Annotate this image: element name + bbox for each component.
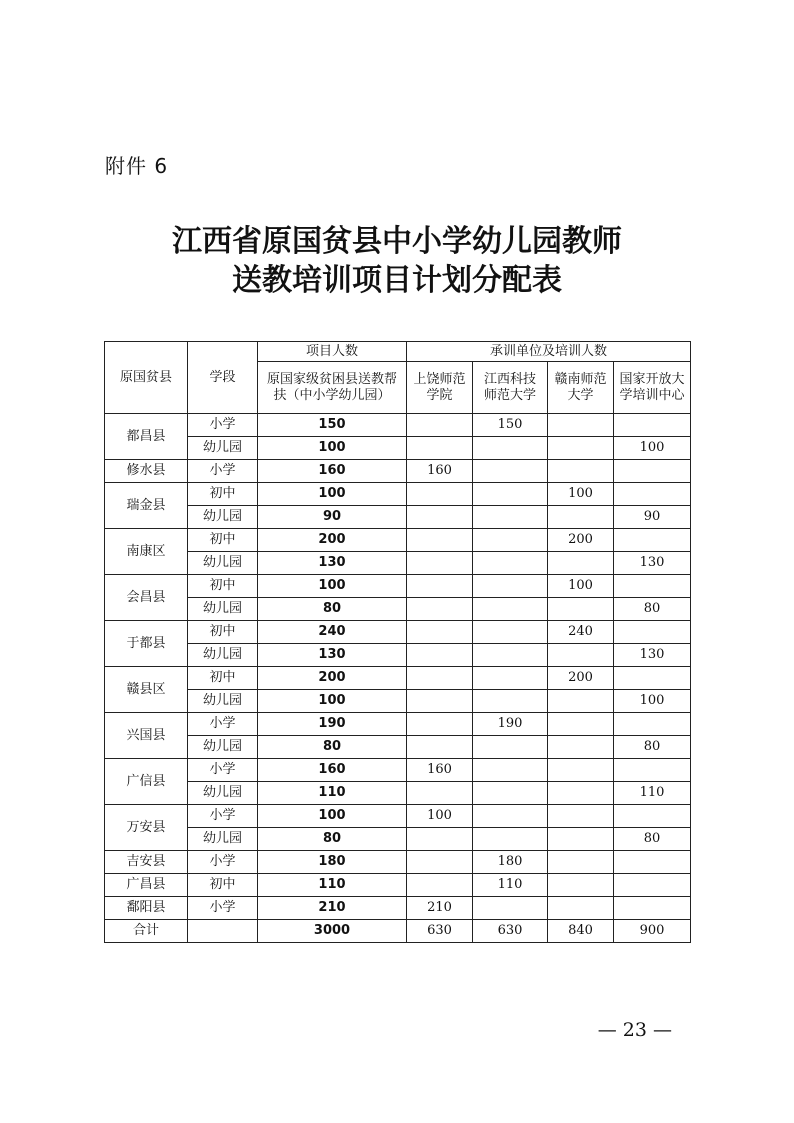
unit-3-cell <box>548 644 614 667</box>
document-title-line-1: 江西省原国贫县中小学幼儿园教师 <box>172 224 622 259</box>
project-total-cell: 100 <box>258 483 407 506</box>
project-total-cell: 80 <box>258 598 407 621</box>
grand-total-cell: 3000 <box>258 920 407 943</box>
table-row <box>105 736 691 759</box>
project-total-cell: 190 <box>258 713 407 736</box>
unit-1-total-cell: 630 <box>407 920 473 943</box>
stage-cell: 小学 <box>188 713 258 736</box>
unit-4-cell <box>614 460 691 483</box>
unit-1-cell <box>407 851 473 874</box>
stage-cell: 初中 <box>188 483 258 506</box>
project-total-cell: 90 <box>258 506 407 529</box>
unit-2-cell <box>473 736 548 759</box>
stage-cell: 小学 <box>188 851 258 874</box>
stage-cell: 小学 <box>188 805 258 828</box>
stage-cell: 小学 <box>188 460 258 483</box>
unit-3-cell <box>548 506 614 529</box>
unit-2-cell <box>473 621 548 644</box>
unit-1-cell <box>407 575 473 598</box>
unit-3-cell <box>548 690 614 713</box>
header-county: 原国贫县 <box>105 342 188 414</box>
table-row <box>105 575 691 598</box>
unit-4-cell: 80 <box>614 828 691 851</box>
unit-4-cell <box>614 713 691 736</box>
project-total-cell: 100 <box>258 805 407 828</box>
unit-4-cell: 130 <box>614 552 691 575</box>
unit-1-cell <box>407 621 473 644</box>
unit-3-cell <box>548 897 614 920</box>
unit-3-cell: 200 <box>548 529 614 552</box>
county-cell: 于都县 <box>105 621 188 667</box>
unit-1-cell <box>407 506 473 529</box>
unit-4-cell <box>614 575 691 598</box>
stage-cell: 初中 <box>188 575 258 598</box>
unit-2-cell <box>473 460 548 483</box>
table-row <box>105 897 691 920</box>
project-total-cell: 200 <box>258 529 407 552</box>
unit-4-cell <box>614 805 691 828</box>
stage-cell: 幼儿园 <box>188 437 258 460</box>
table-row <box>105 851 691 874</box>
unit-2-cell: 180 <box>473 851 548 874</box>
unit-3-cell <box>548 874 614 897</box>
table-row <box>105 437 691 460</box>
table-body <box>105 414 691 943</box>
unit-2-cell <box>473 575 548 598</box>
unit-1-cell <box>407 736 473 759</box>
unit-1-cell <box>407 552 473 575</box>
unit-2-cell <box>473 782 548 805</box>
attachment-label: 附件 6 <box>105 154 169 178</box>
unit-4-total-cell: 900 <box>614 920 691 943</box>
project-total-cell: 110 <box>258 782 407 805</box>
unit-4-cell: 90 <box>614 506 691 529</box>
unit-3-cell: 200 <box>548 667 614 690</box>
project-total-cell: 130 <box>258 552 407 575</box>
table-row <box>105 782 691 805</box>
total-label-cell: 合计 <box>105 920 188 943</box>
unit-4-cell: 130 <box>614 644 691 667</box>
project-total-cell: 210 <box>258 897 407 920</box>
table-row <box>105 644 691 667</box>
unit-3-cell <box>548 437 614 460</box>
header-unit-3: 赣南师范大学 <box>548 362 614 414</box>
project-total-cell: 110 <box>258 874 407 897</box>
unit-2-cell: 190 <box>473 713 548 736</box>
table-row <box>105 828 691 851</box>
unit-2-cell <box>473 483 548 506</box>
stage-cell: 初中 <box>188 874 258 897</box>
unit-3-cell: 240 <box>548 621 614 644</box>
stage-cell: 幼儿园 <box>188 644 258 667</box>
unit-1-cell: 160 <box>407 759 473 782</box>
stage-cell: 初中 <box>188 667 258 690</box>
table-row <box>105 667 691 690</box>
unit-2-cell <box>473 552 548 575</box>
unit-1-cell <box>407 690 473 713</box>
stage-cell: 幼儿园 <box>188 552 258 575</box>
unit-3-total-cell: 840 <box>548 920 614 943</box>
project-total-cell: 160 <box>258 759 407 782</box>
unit-4-cell: 110 <box>614 782 691 805</box>
table-row <box>105 414 691 437</box>
unit-1-cell <box>407 598 473 621</box>
unit-4-cell: 100 <box>614 437 691 460</box>
unit-2-cell <box>473 805 548 828</box>
unit-2-cell <box>473 828 548 851</box>
unit-1-cell <box>407 874 473 897</box>
unit-3-cell <box>548 828 614 851</box>
table-row <box>105 713 691 736</box>
table-row <box>105 621 691 644</box>
project-total-cell: 160 <box>258 460 407 483</box>
stage-cell: 幼儿园 <box>188 690 258 713</box>
unit-2-cell <box>473 667 548 690</box>
stage-cell: 幼儿园 <box>188 828 258 851</box>
unit-3-cell <box>548 805 614 828</box>
unit-3-cell <box>548 713 614 736</box>
stage-cell: 小学 <box>188 897 258 920</box>
county-cell: 吉安县 <box>105 851 188 874</box>
stage-cell: 幼儿园 <box>188 598 258 621</box>
unit-1-cell <box>407 713 473 736</box>
county-cell: 瑞金县 <box>105 483 188 529</box>
header-unit-4: 国家开放大学培训中心 <box>614 362 691 414</box>
unit-2-total-cell: 630 <box>473 920 548 943</box>
unit-2-cell <box>473 437 548 460</box>
county-cell: 广昌县 <box>105 874 188 897</box>
county-cell: 会昌县 <box>105 575 188 621</box>
unit-1-cell <box>407 644 473 667</box>
total-row <box>105 920 691 943</box>
unit-4-cell <box>614 874 691 897</box>
unit-4-cell <box>614 851 691 874</box>
project-total-cell: 100 <box>258 690 407 713</box>
unit-3-cell <box>548 736 614 759</box>
project-total-cell: 80 <box>258 828 407 851</box>
unit-1-cell: 100 <box>407 805 473 828</box>
table-row <box>105 690 691 713</box>
header-unit-1: 上饶师范学院 <box>407 362 473 414</box>
unit-4-cell: 80 <box>614 598 691 621</box>
unit-4-cell: 100 <box>614 690 691 713</box>
stage-cell: 初中 <box>188 529 258 552</box>
header-project-sub: 原国家级贫困县送教帮扶（中小学幼儿园） <box>258 362 407 414</box>
project-total-cell: 180 <box>258 851 407 874</box>
table-row <box>105 483 691 506</box>
unit-1-cell: 160 <box>407 460 473 483</box>
unit-2-cell: 110 <box>473 874 548 897</box>
unit-4-cell <box>614 759 691 782</box>
unit-2-cell <box>473 529 548 552</box>
stage-cell: 幼儿园 <box>188 782 258 805</box>
county-cell: 修水县 <box>105 460 188 483</box>
project-total-cell: 150 <box>258 414 407 437</box>
unit-4-cell <box>614 414 691 437</box>
project-total-cell: 200 <box>258 667 407 690</box>
project-total-cell: 240 <box>258 621 407 644</box>
allocation-table <box>104 341 691 943</box>
table-row <box>105 805 691 828</box>
unit-4-cell <box>614 897 691 920</box>
unit-3-cell <box>548 598 614 621</box>
header-row-1 <box>105 342 691 362</box>
document-title-line-2: 送教培训项目计划分配表 <box>232 263 562 298</box>
unit-1-cell <box>407 483 473 506</box>
county-cell: 赣县区 <box>105 667 188 713</box>
table-row <box>105 506 691 529</box>
unit-4-cell <box>614 667 691 690</box>
county-cell: 广信县 <box>105 759 188 805</box>
project-total-cell: 100 <box>258 437 407 460</box>
unit-2-cell <box>473 897 548 920</box>
unit-1-cell <box>407 529 473 552</box>
unit-3-cell <box>548 552 614 575</box>
page-number: — 23 — <box>597 1019 672 1041</box>
stage-cell: 小学 <box>188 759 258 782</box>
unit-1-cell <box>407 414 473 437</box>
county-cell: 万安县 <box>105 805 188 851</box>
unit-2-cell: 150 <box>473 414 548 437</box>
stage-cell: 幼儿园 <box>188 506 258 529</box>
total-stage-cell <box>188 920 258 943</box>
stage-cell: 幼儿园 <box>188 736 258 759</box>
county-cell: 南康区 <box>105 529 188 575</box>
header-stage: 学段 <box>188 342 258 414</box>
stage-cell: 小学 <box>188 414 258 437</box>
unit-3-cell <box>548 782 614 805</box>
unit-1-cell <box>407 667 473 690</box>
unit-3-cell <box>548 414 614 437</box>
unit-1-cell <box>407 437 473 460</box>
table-row <box>105 874 691 897</box>
county-cell: 鄱阳县 <box>105 897 188 920</box>
header-units-group: 承训单位及培训人数 <box>407 342 691 362</box>
unit-4-cell <box>614 529 691 552</box>
county-cell: 兴国县 <box>105 713 188 759</box>
county-cell: 都昌县 <box>105 414 188 460</box>
header-project-group: 项目人数 <box>258 342 407 362</box>
project-total-cell: 130 <box>258 644 407 667</box>
unit-2-cell <box>473 506 548 529</box>
unit-1-cell <box>407 828 473 851</box>
unit-4-cell <box>614 483 691 506</box>
table-row <box>105 598 691 621</box>
project-total-cell: 80 <box>258 736 407 759</box>
unit-3-cell: 100 <box>548 575 614 598</box>
header-unit-2: 江西科技师范大学 <box>473 362 548 414</box>
project-total-cell: 100 <box>258 575 407 598</box>
table-row <box>105 529 691 552</box>
unit-1-cell <box>407 782 473 805</box>
table-row <box>105 759 691 782</box>
unit-3-cell <box>548 851 614 874</box>
unit-3-cell <box>548 460 614 483</box>
unit-4-cell <box>614 621 691 644</box>
unit-2-cell <box>473 690 548 713</box>
unit-2-cell <box>473 644 548 667</box>
table-row <box>105 552 691 575</box>
stage-cell: 初中 <box>188 621 258 644</box>
unit-4-cell: 80 <box>614 736 691 759</box>
table-row <box>105 460 691 483</box>
unit-1-cell: 210 <box>407 897 473 920</box>
unit-2-cell <box>473 759 548 782</box>
unit-3-cell: 100 <box>548 483 614 506</box>
unit-2-cell <box>473 598 548 621</box>
unit-3-cell <box>548 759 614 782</box>
